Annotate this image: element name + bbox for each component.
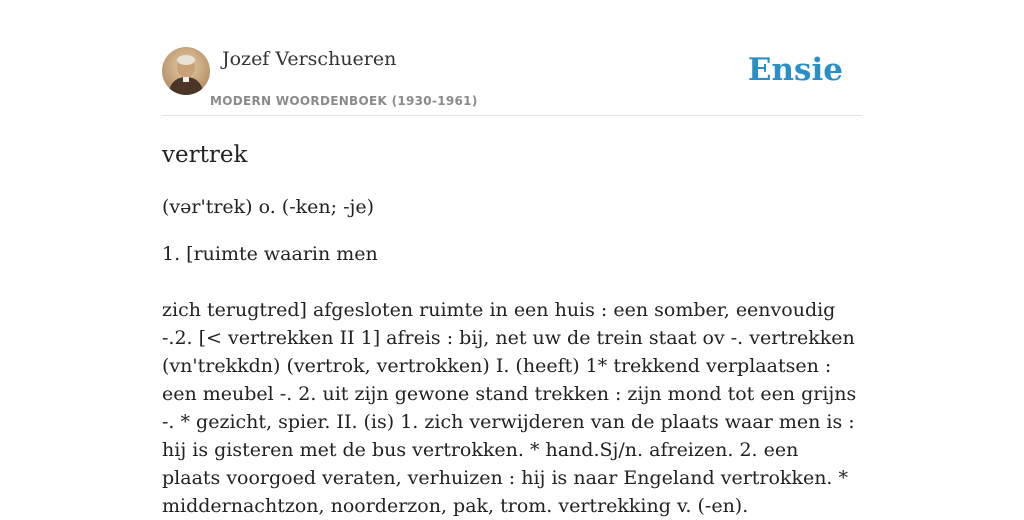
divider — [162, 115, 862, 116]
author-name[interactable]: Jozef Verschueren — [222, 48, 397, 70]
brand-logo[interactable]: Ensie — [747, 52, 843, 88]
entry-sense-intro: 1. [ruimte waarin men — [162, 243, 378, 265]
source-title: MODERN WOORDENBOEK (1930-1961) — [210, 94, 478, 108]
entry-word: vertrek — [162, 142, 248, 168]
person-portrait-icon — [162, 47, 210, 95]
author-avatar[interactable] — [162, 47, 210, 95]
entry-definition: zich terugtred] afgesloten ruimte in een huis : een somber, eenvoudig -.2. [< vertrekken II 1] afreis : bij, net uw de trein staat ov -. vertrekken (vn'trekkdn) (vertrok, vertrokken) I. (heeft) 1* trekkend verplaatsen : een meubel -. 2. uit zijn gewone stand trekken : zijn mond tot een grijns -. * gezicht, spier. II. (is) 1. zich verwijderen van de plaats waar men is : hij is gisteren met de bus vertrokken. * hand.Sj/n. afreizen. 2. een plaats voorgoed veraten, verhuizen : hij is naar Engeland vertrokken. * middernachtzon, noorderzon, pak, trom. vertrekking v. (-en). — [162, 299, 857, 517]
entry-pronunciation: (vər'trek) o. (-ken; -je) — [162, 196, 375, 218]
entry-card — [162, 0, 862, 517]
